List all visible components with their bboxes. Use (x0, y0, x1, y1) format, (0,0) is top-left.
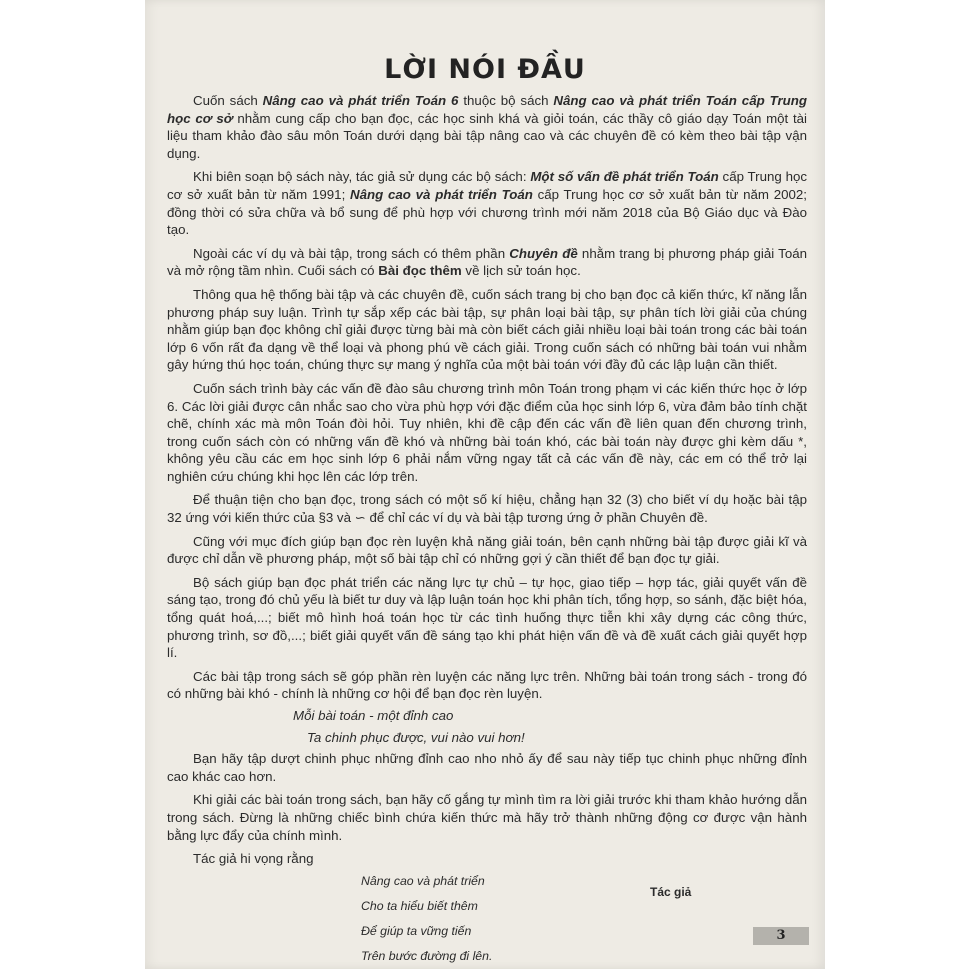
quote-line-1: Mỗi bài toán - một đỉnh cao (293, 708, 454, 723)
poem-line-4: Trên bước đường đi lên. (361, 948, 493, 963)
paragraph-6: Để thuận tiện cho bạn đọc, trong sách có một số kí hiệu, chẳng hạn 32 (3) cho biết ví dụ hoặc bài tập 32 ứng với kiến thức của §3 và ∽ để chỉ các ví dụ và bài tập tương ứng ở phần Chuyên đề. (167, 492, 807, 526)
chuyen-de-emphasis: Chuyên đề (509, 245, 578, 261)
page-number: 3 (753, 927, 809, 945)
author-signature: Tác giả (650, 885, 692, 899)
source-book-1: Một số vấn đề phát triển Toán (530, 169, 719, 185)
poem-line-2: Cho ta hiểu biết thêm (361, 898, 478, 913)
page-title: LỜI NÓI ĐẦU (384, 54, 586, 85)
paragraph-11: Khi giải các bài toán trong sách, bạn hãy cố gắng tự mình tìm ra lời giải trước khi tham khảo hướng dẫn trong sách. Đừng là những chiếc bình chứa kiến thức mà hãy trở thành những động cơ được vận hành bằng lực đẩy của chính mình. (167, 792, 807, 843)
preface-body (167, 92, 807, 969)
bai-doc-them-emphasis: Bài đọc thêm (378, 263, 462, 279)
poem-line-1: Nâng cao và phát triển (361, 873, 485, 888)
paragraph-5: Cuốn sách trình bày các vấn đề đào sâu chương trình môn Toán trong phạm vi các kiến thức học ở lớp 6. Các lời giải được cân nhắc sao cho vừa phù hợp với đặc điểm của học sinh lớp 6, vừa đảm bảo tính chặt chẽ, chính xác mà môn Toán đòi hỏi. Tuy nhiên, khi đề cập đến các vấn đề liên quan đến chương trình, trong cuốn sách còn có những vấn đề khó và những bài toán khó, các bài toán này được ghi kèm dấu *, không yêu cầu các em học sinh lớp 6 phải nắm vững ngay tất cả các vấn đề này, các em có thể trở lại nghiên cứu chúng khi học lên các lớp trên. (167, 380, 807, 484)
book-page (145, 0, 825, 969)
paragraph-10: Bạn hãy tập dượt chinh phục những đỉnh cao nho nhỏ ấy để sau này tiếp tục chinh phục những đỉnh cao khác cao hơn. (167, 751, 807, 784)
paragraph-3: Ngoài các ví dụ và bài tập, trong sách có thêm phần Chuyên đề nhằm trang bị phương pháp giải Toán và mở rộng tầm nhìn. Cuối sách có Bài đọc thêm về lịch sử toán học. (167, 245, 807, 279)
paragraph-1: Cuốn sách Nâng cao và phát triển Toán 6 thuộc bộ sách Nâng cao và phát triển Toán cấp Trung học cơ sở nhằm cung cấp cho bạn đọc, các học sinh khá và giỏi toán, các thầy cô giáo dạy Toán một tài liệu tham khảo đào sâu môn Toán dưới dạng bài tập nâng cao và các chuyên đề có kèm theo bài tập vận dụng. (167, 93, 808, 161)
book-title-emphasis: Nâng cao và phát triển Toán 6 (262, 93, 459, 108)
closing-poem (167, 872, 807, 966)
paragraph-7: Cũng với mục đích giúp bạn đọc rèn luyện khả năng giải toán, bên cạnh những bài tập được giải kĩ và được chỉ dẫn về phương pháp, một số bài tập chỉ có những gợi ý cần thiết để bạn đọc tự giải. (167, 533, 807, 567)
paragraph-9: Các bài tập trong sách sẽ góp phần rèn luyện các năng lực trên. Những bài toán trong sách - trong đó có những bài khó - chính là những cơ hội để bạn đọc rèn luyện. (167, 668, 807, 702)
quote-line-2: Ta chinh phục được, vui nào vui hơn! (307, 729, 525, 745)
paragraph-12: Tác giả hi vọng rằng (193, 851, 314, 867)
paragraph-2: Khi biên soạn bộ sách này, tác giả sử dụng các bộ sách: Một số vấn đề phát triển Toán cấp Trung học cơ sở xuất bản từ năm 1991; Nâng cao và phát triển Toán cấp Trung học cơ sở xuất bản từ năm 2002; đồng thời có sửa chữa và bổ sung để phù hợp với chương trình mới năm 2018 của Bộ Giáo dục và Đào tạo. (167, 169, 808, 238)
series-title-emphasis: Nâng cao và phát triển Toán cấp Trung học cơ sở (167, 93, 808, 126)
paragraph-4: Thông qua hệ thống bài tập và các chuyên đề, cuốn sách trang bị cho bạn đọc cả kiến thức, kĩ năng lẫn phương pháp suy luận. Trình tự sắp xếp các bài tập, sự phân loại bài tập, sự phân tích lời giải của chúng nhằm giúp bạn đọc không chỉ giải được từng bài mà còn biết cách giải nhiều loại bài toán trong các bài toán lớp 6 vốn rất đa dạng về thể loại và phong phú về cách giải. Trong cuốn sách có những bài toán vui nhằm gây hứng thú học toán, chúng thực sự mang ý nghĩa của một bài toán với đầy đủ các lập luận cần thiết. (167, 286, 807, 373)
source-book-2: Nâng cao và phát triển Toán (350, 186, 533, 202)
poem-line-3: Để giúp ta vững tiến (361, 923, 472, 938)
paragraph-8: Bộ sách giúp bạn đọc phát triển các năng lực tự chủ – tự học, giao tiếp – hợp tác, giải quyết vấn đề sáng tạo, trong đó chủ yếu là biết tư duy và lập luận toán học khi phân tích, tổng hợp, so sánh, đặc biệt hóa, tổng quát hoá,...; biết mô hình hoá toán học từ các tình huống thực tiễn khi xây dựng các công thức, phương trình, sơ đồ,...; biết giải quyết vấn đề sáng tạo khi phát hiện vấn đề và đề xuất cách giải quyết hợp lí. (167, 574, 807, 661)
